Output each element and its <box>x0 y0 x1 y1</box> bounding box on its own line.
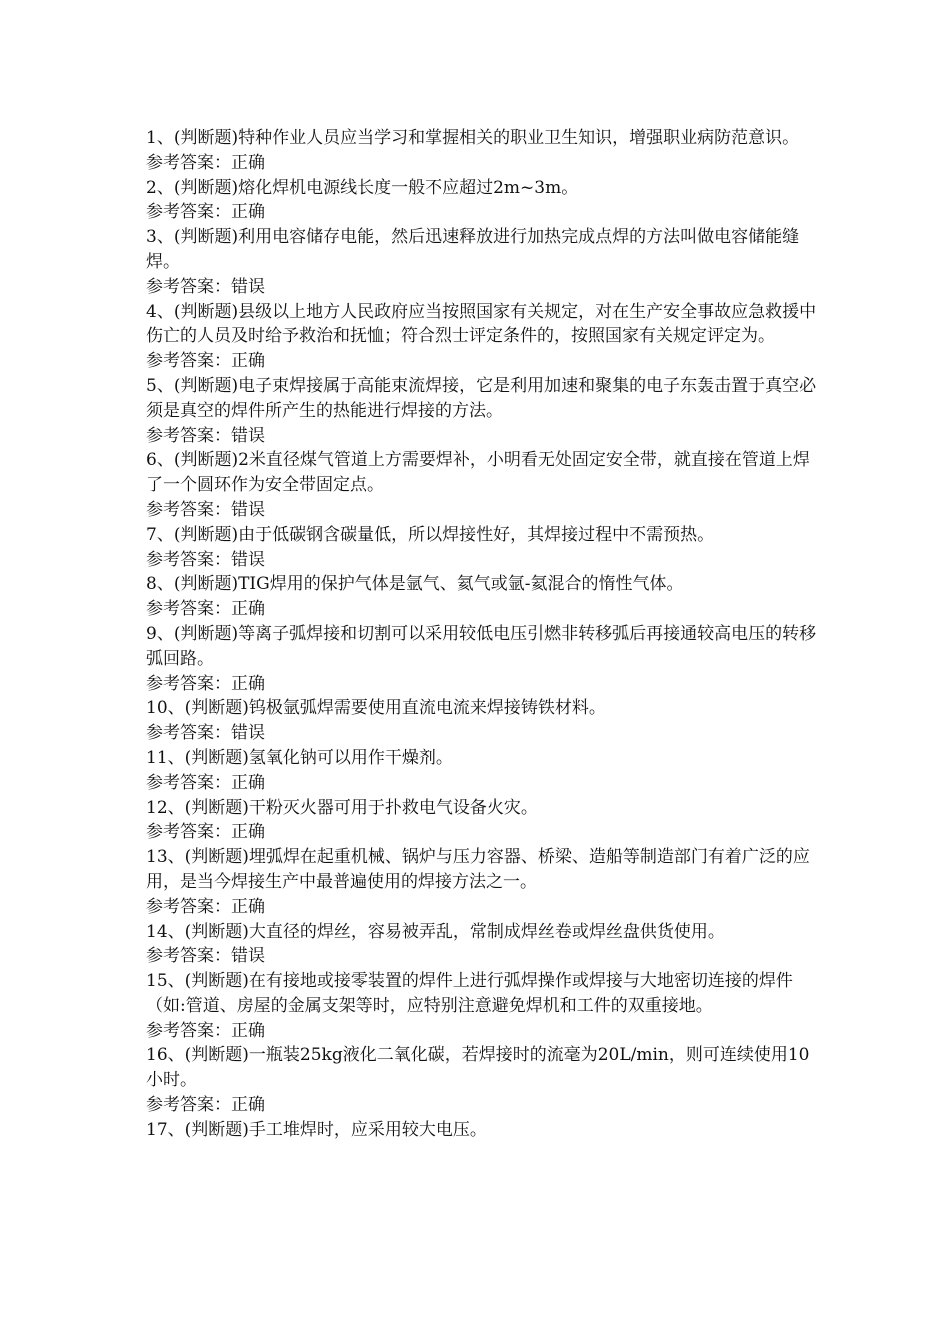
question-text: 12、(判断题)干粉灭火器可用于扑救电气设备火灾。 <box>146 797 538 818</box>
list-item <box>146 845 826 919</box>
answer-line <box>146 721 826 746</box>
answer-prefix: 参考答案： <box>146 1020 231 1041</box>
answer-line <box>146 498 826 523</box>
list-item <box>146 374 826 448</box>
question-list <box>146 126 826 1143</box>
answer-line <box>146 349 826 374</box>
answer-prefix: 参考答案： <box>146 351 231 372</box>
question-text: 7、(判断题)由于低碳钢含碳量低，所以焊接性好，其焊接过程中不需预热。 <box>146 524 715 545</box>
question-text: 4、(判断题)县级以上地方人民政府应当按照国家有关规定，对在生产安全事故应急救援中伤亡的人员及时给予救治和抚恤；符合烈士评定条件的，按照国家有关规定评定为。 <box>146 301 817 347</box>
answer-line <box>146 771 826 796</box>
answer-line <box>146 200 826 225</box>
answer-line <box>146 820 826 845</box>
answer-value: 错误 <box>231 549 265 570</box>
answer-line <box>146 151 826 176</box>
list-item <box>146 969 826 1043</box>
list-item <box>146 126 826 176</box>
question-text: 17、(判断题)手工堆焊时，应采用较大电压。 <box>146 1119 487 1140</box>
answer-value: 正确 <box>231 202 265 223</box>
question-text: 15、(判断题)在有接地或接零装置的焊件上进行弧焊操作或焊接与大地密切连接的焊件（如:管道、房屋的金属支架等时，应特别注意避免焊机和工件的双重接地。 <box>146 971 793 1016</box>
answer-value: 错误 <box>231 946 265 967</box>
answer-prefix: 参考答案： <box>146 1095 231 1116</box>
list-item <box>146 1118 826 1143</box>
answer-line <box>146 1093 826 1118</box>
answer-value: 错误 <box>231 425 265 446</box>
answer-prefix: 参考答案： <box>146 946 231 967</box>
answer-value: 错误 <box>231 276 265 297</box>
answer-value: 正确 <box>231 599 265 620</box>
answer-prefix: 参考答案： <box>146 499 231 520</box>
question-text: 3、(判断题)利用电容储存电能，然后迅速释放进行加热完成点焊的方法叫做电容储能缝焊。 <box>146 227 800 272</box>
answer-prefix: 参考答案： <box>146 202 231 223</box>
answer-prefix: 参考答案： <box>146 549 231 570</box>
list-item <box>146 746 826 796</box>
question-text: 10、(判断题)钨极氩弧焊需要使用直流电流来焊接铸铁材料。 <box>146 698 606 719</box>
answer-value: 正确 <box>231 896 265 917</box>
answer-value: 正确 <box>231 1020 265 1041</box>
answer-value: 正确 <box>231 351 265 372</box>
list-item <box>146 796 826 846</box>
answer-line <box>146 275 826 300</box>
question-text: 2、(判断题)熔化焊机电源线长度一般不应超过2m~3m。 <box>146 177 579 198</box>
answer-value: 正确 <box>231 152 265 173</box>
answer-value: 错误 <box>231 499 265 520</box>
answer-prefix: 参考答案： <box>146 673 231 694</box>
list-item <box>146 920 826 970</box>
list-item <box>146 523 826 573</box>
answer-line <box>146 895 826 920</box>
list-item <box>146 448 826 522</box>
answer-value: 正确 <box>231 673 265 694</box>
answer-prefix: 参考答案： <box>146 599 231 620</box>
list-item <box>146 696 826 746</box>
question-text: 13、(判断题)埋弧焊在起重机械、锅炉与压力容器、桥梁、造船等制造部门有着广泛的应用，是当今焊接生产中最普遍使用的焊接方法之一。 <box>146 847 810 892</box>
question-text: 16、(判断题)一瓶装25kg液化二氧化碳，若焊接时的流毫为20L/min，则可连续使用10小时。 <box>146 1045 810 1091</box>
answer-value: 正确 <box>231 822 265 843</box>
list-item <box>146 300 826 374</box>
list-item <box>146 622 826 696</box>
answer-line <box>146 424 826 449</box>
list-item <box>146 176 826 226</box>
list-item <box>146 572 826 622</box>
answer-value: 正确 <box>231 1095 265 1116</box>
question-text: 1、(判断题)特种作业人员应当学习和掌握相关的职业卫生知识，增强职业病防范意识。 <box>146 128 800 148</box>
answer-prefix: 参考答案： <box>146 152 231 173</box>
answer-line <box>146 548 826 573</box>
question-text: 8、(判断题)TIG焊用的保护气体是氩气、氦气或氩-氦混合的惰性气体。 <box>146 574 684 595</box>
question-text: 5、(判断题)电子束焊接属于高能束流焊接，它是利用加速和聚集的电子东轰击置于真空必须是真空的焊件所产生的热能进行焊接的方法。 <box>146 375 817 421</box>
answer-prefix: 参考答案： <box>146 772 231 793</box>
answer-line <box>146 1019 826 1044</box>
question-text: 11、(判断题)氢氧化钠可以用作干燥剂。 <box>146 747 453 768</box>
question-text: 14、(判断题)大直径的焊丝，容易被弄乱，常制成焊丝卷或焊丝盘供货使用。 <box>146 921 725 942</box>
answer-prefix: 参考答案： <box>146 276 231 297</box>
question-text: 6、(判断题)2米直径煤气管道上方需要焊补，小明看无处固定安全带，就直接在管道上焊了一个圆环作为安全带固定点。 <box>146 450 810 496</box>
answer-line <box>146 597 826 622</box>
answer-prefix: 参考答案： <box>146 822 231 843</box>
list-item <box>146 225 826 299</box>
answer-prefix: 参考答案： <box>146 723 231 744</box>
answer-prefix: 参考答案： <box>146 425 231 446</box>
list-item <box>146 1043 826 1117</box>
question-text: 9、(判断题)等离子弧焊接和切割可以采用较低电压引燃非转移弧后再接通较高电压的转移弧回路。 <box>146 623 817 669</box>
answer-line <box>146 944 826 969</box>
answer-value: 正确 <box>231 772 265 793</box>
answer-prefix: 参考答案： <box>146 896 231 917</box>
answer-value: 错误 <box>231 723 265 744</box>
answer-line <box>146 672 826 697</box>
